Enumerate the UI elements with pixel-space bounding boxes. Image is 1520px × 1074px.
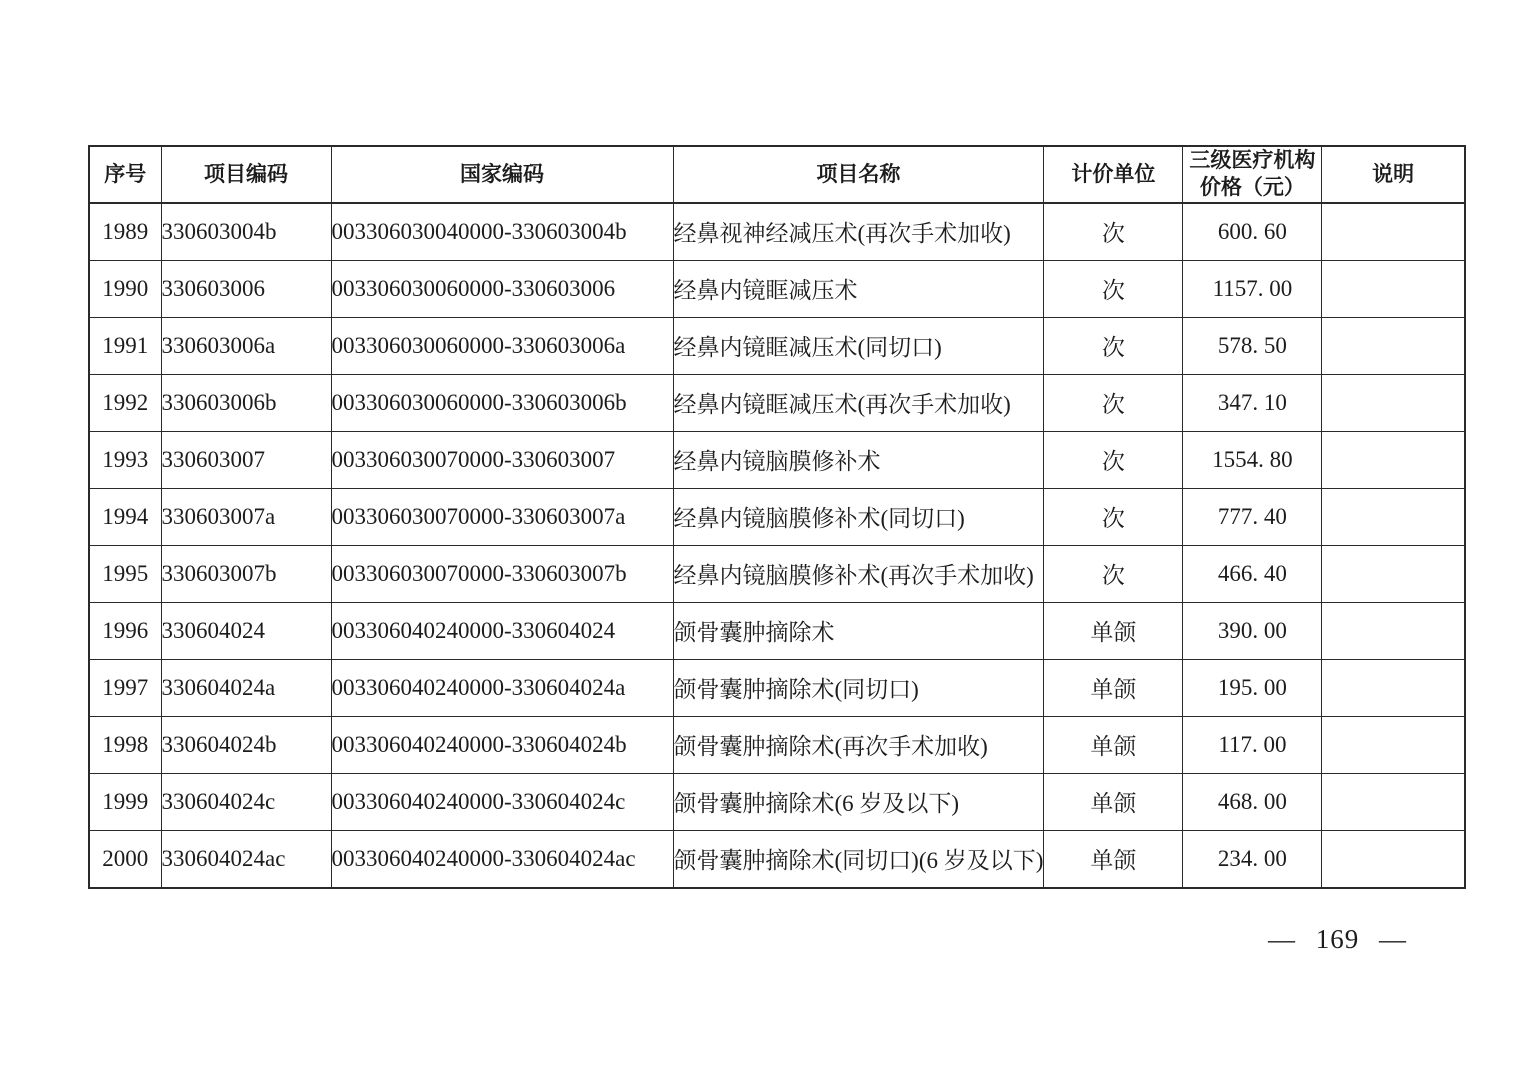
seq-cell: 1995 xyxy=(89,545,161,602)
seq-cell: 1994 xyxy=(89,488,161,545)
table-row xyxy=(89,773,1465,830)
seq-cell: 1999 xyxy=(89,773,161,830)
table-row xyxy=(89,488,1465,545)
item-code-cell: 330604024c xyxy=(161,773,331,830)
seq-cell: 2000 xyxy=(89,830,161,888)
unit-cell: 单颌 xyxy=(1044,773,1183,830)
col-header-price-line2: 价格（元） xyxy=(1199,176,1305,200)
item-name-cell: 颌骨囊肿摘除术(同切口) xyxy=(673,659,1044,716)
col-header-seq: 序号 xyxy=(89,146,161,203)
unit-cell: 单颌 xyxy=(1044,830,1183,888)
price-cell: 195. 00 xyxy=(1183,659,1322,716)
national-code-cell: 003306030070000-330603007b xyxy=(331,545,673,602)
national-code-cell: 003306030060000-330603006 xyxy=(331,260,673,317)
item-code-cell: 330603004b xyxy=(161,203,331,261)
seq-cell: 1998 xyxy=(89,716,161,773)
seq-cell: 1991 xyxy=(89,317,161,374)
col-header-item-name: 项目名称 xyxy=(673,146,1044,203)
unit-cell: 次 xyxy=(1044,260,1183,317)
item-code-cell: 330603007a xyxy=(161,488,331,545)
seq-cell: 1997 xyxy=(89,659,161,716)
item-name-cell: 经鼻视神经减压术(再次手术加收) xyxy=(673,203,1044,261)
col-header-price-line1: 三级医疗机构 xyxy=(1189,149,1316,172)
item-name-cell: 经鼻内镜眶减压术(同切口) xyxy=(673,317,1044,374)
medical-price-table xyxy=(88,145,1466,889)
note-cell xyxy=(1322,260,1465,317)
table-row xyxy=(89,545,1465,602)
national-code-cell: 003306040240000-330604024b xyxy=(331,716,673,773)
national-code-cell: 003306040240000-330604024c xyxy=(331,773,673,830)
col-header-national-code: 国家编码 xyxy=(331,146,673,203)
unit-cell: 次 xyxy=(1044,488,1183,545)
note-cell xyxy=(1322,602,1465,659)
col-header-item-code: 项目编码 xyxy=(161,146,331,203)
item-name-cell: 颌骨囊肿摘除术(同切口)(6 岁及以下) xyxy=(673,830,1044,888)
note-cell xyxy=(1322,374,1465,431)
item-name-cell: 经鼻内镜脑膜修补术(再次手术加收) xyxy=(673,545,1044,602)
price-cell: 777. 40 xyxy=(1183,488,1322,545)
national-code-cell: 003306030070000-330603007a xyxy=(331,488,673,545)
item-code-cell: 330603007 xyxy=(161,431,331,488)
price-cell: 466. 40 xyxy=(1183,545,1322,602)
note-cell xyxy=(1322,203,1465,261)
note-cell xyxy=(1322,716,1465,773)
unit-cell: 次 xyxy=(1044,374,1183,431)
table-row xyxy=(89,374,1465,431)
note-cell xyxy=(1322,830,1465,888)
note-cell xyxy=(1322,317,1465,374)
table-row xyxy=(89,830,1465,888)
col-header-price xyxy=(1183,146,1322,203)
table-row xyxy=(89,659,1465,716)
item-name-cell: 经鼻内镜脑膜修补术 xyxy=(673,431,1044,488)
unit-cell: 单颌 xyxy=(1044,602,1183,659)
table-row xyxy=(89,260,1465,317)
price-cell: 347. 10 xyxy=(1183,374,1322,431)
price-cell: 578. 50 xyxy=(1183,317,1322,374)
unit-cell: 次 xyxy=(1044,431,1183,488)
national-code-cell: 003306030070000-330603007 xyxy=(331,431,673,488)
unit-cell: 次 xyxy=(1044,203,1183,261)
item-code-cell: 330604024b xyxy=(161,716,331,773)
price-cell: 117. 00 xyxy=(1183,716,1322,773)
national-code-cell: 003306040240000-330604024 xyxy=(331,602,673,659)
note-cell xyxy=(1322,773,1465,830)
item-code-cell: 330604024ac xyxy=(161,830,331,888)
national-code-cell: 003306030040000-330603004b xyxy=(331,203,673,261)
item-code-cell: 330603006b xyxy=(161,374,331,431)
national-code-cell: 003306040240000-330604024a xyxy=(331,659,673,716)
item-name-cell: 经鼻内镜眶减压术(再次手术加收) xyxy=(673,374,1044,431)
item-name-cell: 颌骨囊肿摘除术(再次手术加收) xyxy=(673,716,1044,773)
item-code-cell: 330603006 xyxy=(161,260,331,317)
table-row xyxy=(89,317,1465,374)
note-cell xyxy=(1322,488,1465,545)
price-cell: 600. 60 xyxy=(1183,203,1322,261)
price-cell: 390. 00 xyxy=(1183,602,1322,659)
item-name-cell: 经鼻内镜眶减压术 xyxy=(673,260,1044,317)
note-cell xyxy=(1322,431,1465,488)
seq-cell: 1989 xyxy=(89,203,161,261)
table-header-row xyxy=(89,146,1465,203)
seq-cell: 1990 xyxy=(89,260,161,317)
item-name-cell: 经鼻内镜脑膜修补术(同切口) xyxy=(673,488,1044,545)
table-row xyxy=(89,716,1465,773)
price-cell: 1554. 80 xyxy=(1183,431,1322,488)
table-row xyxy=(89,602,1465,659)
item-name-cell: 颌骨囊肿摘除术 xyxy=(673,602,1044,659)
item-name-cell: 颌骨囊肿摘除术(6 岁及以下) xyxy=(673,773,1044,830)
national-code-cell: 003306030060000-330603006a xyxy=(331,317,673,374)
page-number: — 169 — xyxy=(1268,924,1407,954)
note-cell xyxy=(1322,659,1465,716)
item-code-cell: 330603006a xyxy=(161,317,331,374)
unit-cell: 次 xyxy=(1044,317,1183,374)
seq-cell: 1992 xyxy=(89,374,161,431)
seq-cell: 1993 xyxy=(89,431,161,488)
unit-cell: 次 xyxy=(1044,545,1183,602)
col-header-note: 说明 xyxy=(1322,146,1465,203)
price-cell: 234. 00 xyxy=(1183,830,1322,888)
item-code-cell: 330604024a xyxy=(161,659,331,716)
note-cell xyxy=(1322,545,1465,602)
item-code-cell: 330603007b xyxy=(161,545,331,602)
price-cell: 1157. 00 xyxy=(1183,260,1322,317)
table-row xyxy=(89,431,1465,488)
unit-cell: 单颌 xyxy=(1044,659,1183,716)
table-row xyxy=(89,203,1465,261)
col-header-unit: 计价单位 xyxy=(1044,146,1183,203)
item-code-cell: 330604024 xyxy=(161,602,331,659)
national-code-cell: 003306040240000-330604024ac xyxy=(331,830,673,888)
seq-cell: 1996 xyxy=(89,602,161,659)
national-code-cell: 003306030060000-330603006b xyxy=(331,374,673,431)
price-cell: 468. 00 xyxy=(1183,773,1322,830)
unit-cell: 单颌 xyxy=(1044,716,1183,773)
